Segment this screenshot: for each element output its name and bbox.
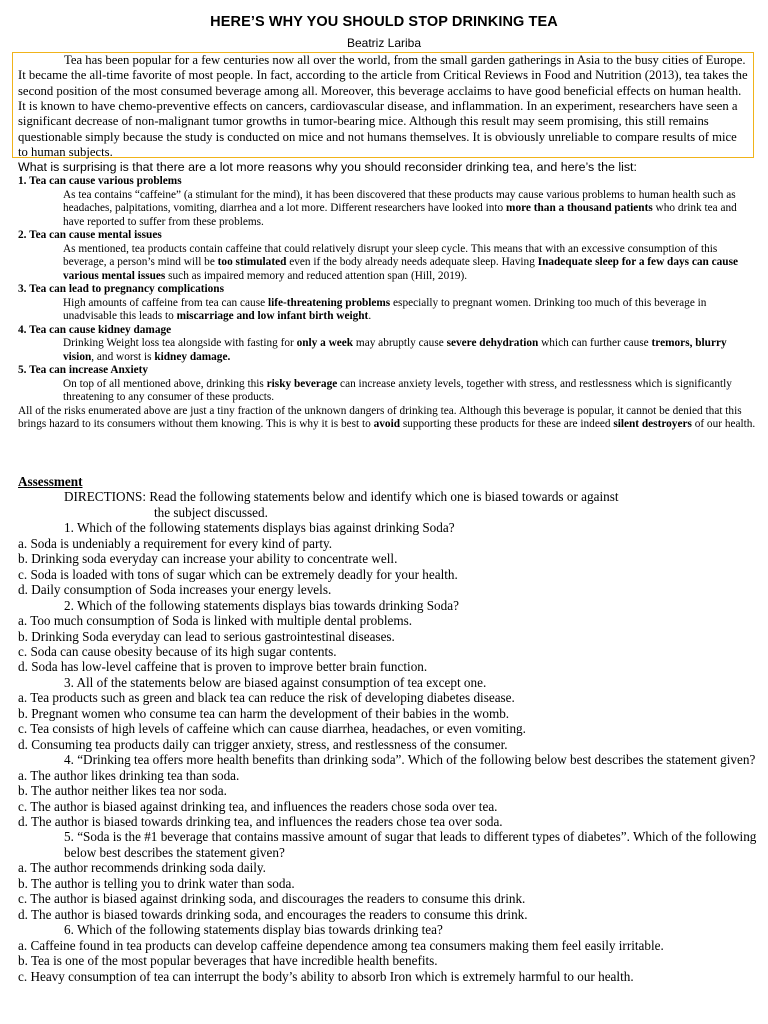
answer-option: d. The author is biased towards drinking tea, and influences the readers chose tea over soda.	[18, 813, 503, 829]
answer-option: a. Caffeine found in tea products can develop caffeine dependence among tea consumers making them feel easily irritable.	[18, 937, 664, 953]
reason-item	[18, 175, 758, 229]
answer-option: a. Tea products such as green and black tea can reduce the risk of developing diabetes disease.	[18, 690, 515, 706]
emphasis-text: too stimulated	[217, 256, 287, 268]
reason-heading: 1. Tea can cause various problems	[18, 175, 182, 187]
reason-body: High amounts of caffeine from tea can cause life-threatening problems especially to pregnant women. Drinking too much of this beverage in unadvisable this leads to miscarriage and low infant birth weight.	[63, 296, 707, 322]
question-block	[18, 829, 758, 922]
answer-option: b. Drinking soda everyday can increase your ability to concentrate well.	[18, 551, 398, 567]
reason-body: As mentioned, tea products contain caffeine that could relatively disrupt your sleep cycle. This means that with an excessive consumption of this beverage, a person’s mind will be too stimulated even if the body already needs adequate sleep. Having Inadequate sleep for a few days can cause various mental issues such as impaired memory and reduced attention span (Hill, 2019).	[63, 242, 738, 282]
directions-line-2: the subject discussed.	[154, 504, 268, 520]
answer-option: c. The author is biased against drinking soda, and discourages the readers to consume this drink.	[18, 891, 526, 907]
answer-option: c. Soda is loaded with tons of sugar which can be extremely deadly for your health.	[18, 566, 458, 582]
page-title: HERE’S WHY YOU SHOULD STOP DRINKING TEA	[210, 14, 558, 30]
reason-body: On top of all mentioned above, drinking this risky beverage can increase anxiety levels, together with stress, and restlessness which is significantly threatening to any consumer of these products.	[63, 377, 732, 403]
question-block	[18, 675, 758, 752]
emphasis-text: tremors, blurry vision	[63, 337, 727, 363]
question-block	[18, 752, 758, 829]
question-text: 2. Which of the following statements displays bias towards drinking Soda?	[64, 597, 459, 613]
reason-heading: 4. Tea can cause kidney damage	[18, 323, 172, 336]
answer-option: c. Soda can cause obesity because of its high sugar contents.	[18, 643, 337, 659]
answer-option: b. Drinking Soda everyday can lead to serious gastrointestinal diseases.	[18, 628, 395, 644]
reason-body: Drinking Weight loss tea alongside with fasting for only a week may abruptly cause severe dehydration which can further cause tremors, blurry vision, and worst is kidney damage.	[63, 337, 727, 363]
question-text: 3. All of the statements below are biased against consumption of tea except one.	[64, 674, 487, 690]
answer-option: b. Tea is one of the most popular beverages that have incredible health benefits.	[18, 953, 438, 969]
reason-item	[18, 229, 758, 283]
answer-option: a. Too much consumption of Soda is linked with multiple dental problems.	[18, 613, 413, 629]
intro-paragraph: Tea has been popular for a few centuries now all over the world, from the small garden gatherings in Asia to the busy cities of Europe. It became the all-time favorite of most people. In fact, according to the article from Critical Reviews in Food and Nutrition (2013), tea takes the second position of the most consumed beverage among all. Moreover, this beverage acclaims to have good beneficial effects on human health. It is known to have chemo-preventive effects on cancers, cardiovascular disease, and inflammation. In an experiment, researchers have seen a significant decrease of non-malignant tumor growths in tumor-bearing mice. Although this result may seem promising, this still remains questionable simply because the study is conducted on mice and not humans themselves. It is obviously unreliable to compare results of mice to human subjects.	[18, 53, 748, 160]
answer-option: d. Soda has low-level caffeine that is proven to improve better brain function.	[18, 659, 428, 675]
assessment-directions	[64, 489, 758, 520]
emphasis-text: severe dehydration	[446, 337, 539, 349]
emphasis-text: more than a thousand patients	[506, 202, 653, 214]
conclusion-paragraph: All of the risks enumerated above are just a tiny fraction of the unknown dangers of drinking tea. Although this beverage is popular, it cannot be denied that this brings hazard to its consumers without them knowing. This is why it is best to avoid supporting these products for these are indeed silent destroyers of our health.	[18, 404, 756, 430]
answer-option: b. The author is telling you to drink water than soda.	[18, 875, 295, 891]
answer-option: b. The author neither likes tea nor soda.	[18, 783, 227, 799]
reason-item	[18, 364, 758, 405]
emphasis-text: Inadequate sleep for a few days can cause various mental issues	[63, 256, 738, 282]
question-block	[18, 598, 758, 675]
emphasis-text: life-threatening problems	[267, 296, 391, 309]
question-text: 4. “Drinking tea offers more health benefits than drinking soda”. Which of the following below best describes the statement given?	[64, 752, 756, 768]
emphasis-text: kidney damage.	[154, 350, 231, 363]
answer-option: a. Soda is undeniably a requirement for every kind of party.	[18, 535, 333, 551]
assessment-section	[18, 474, 758, 984]
answer-option: d. Consuming tea products daily can trigger anxiety, stress, and restlessness of the consumer.	[18, 736, 508, 752]
answer-option: c. Heavy consumption of tea can interrupt the body’s ability to absorb Iron which is extremely harmful to our health.	[18, 968, 634, 984]
question-block	[18, 922, 758, 984]
answer-option: d. Daily consumption of Soda increases your energy levels.	[18, 582, 332, 598]
reason-body: As tea contains “caffeine” (a stimulant for the mind), it has been discovered that these products may cause various problems to human health such as headaches, palpitations, vomiting, diarrhea and a lot more. Different researchers have looked into more than a thousand patients who drink tea and have reported to suffer from these problems.	[63, 188, 737, 228]
answer-option: a. The author likes drinking tea than soda.	[18, 767, 240, 783]
reason-item	[18, 324, 758, 365]
intro-box	[12, 52, 754, 158]
lead-sentence: What is surprising is that there are a lot more reasons why you should reconsider drinking tea, and here’s the list:	[18, 160, 637, 174]
reasons-list	[18, 175, 758, 432]
emphasis-text: miscarriage and low infant birth weight	[176, 310, 369, 322]
emphasis-text: avoid	[373, 418, 400, 430]
reason-heading: 2. Tea can cause mental issues	[18, 229, 162, 241]
question-text: 1. Which of the following statements displays bias against drinking Soda?	[64, 520, 455, 536]
emphasis-text: only a week	[296, 337, 354, 349]
emphasis-text: risky beverage	[266, 377, 338, 390]
answer-option: a. The author recommends drinking soda daily.	[18, 860, 266, 876]
question-block	[18, 520, 758, 597]
directions-line-1: DIRECTIONS: Read the following statements below and identify which one is biased towards or against	[64, 489, 619, 505]
answer-option: d. The author is biased towards drinking soda, and encourages the readers to consume this drink.	[18, 906, 528, 922]
reason-heading: 5. Tea can increase Anxiety	[18, 364, 149, 376]
question-text: 5. “Soda is the #1 beverage that contains massive amount of sugar that leads to different types of diabetes”. Which of the following below best describes the statement given?	[64, 829, 757, 860]
answer-option: c. Tea consists of high levels of caffeine which can cause diarrhea, headaches, or even vomiting.	[18, 721, 526, 737]
assessment-heading: Assessment	[18, 474, 83, 489]
reason-item	[18, 283, 758, 324]
reason-heading: 3. Tea can lead to pregnancy complications	[18, 283, 224, 295]
question-text: 6. Which of the following statements display bias towards drinking tea?	[64, 922, 443, 938]
emphasis-text: silent destroyers	[613, 418, 692, 430]
answer-option: b. Pregnant women who consume tea can harm the development of their babies in the womb.	[18, 705, 510, 721]
author-name: Beatriz Lariba	[346, 36, 422, 50]
answer-option: c. The author is biased against drinking tea, and influences the readers chose soda over tea.	[18, 798, 498, 814]
